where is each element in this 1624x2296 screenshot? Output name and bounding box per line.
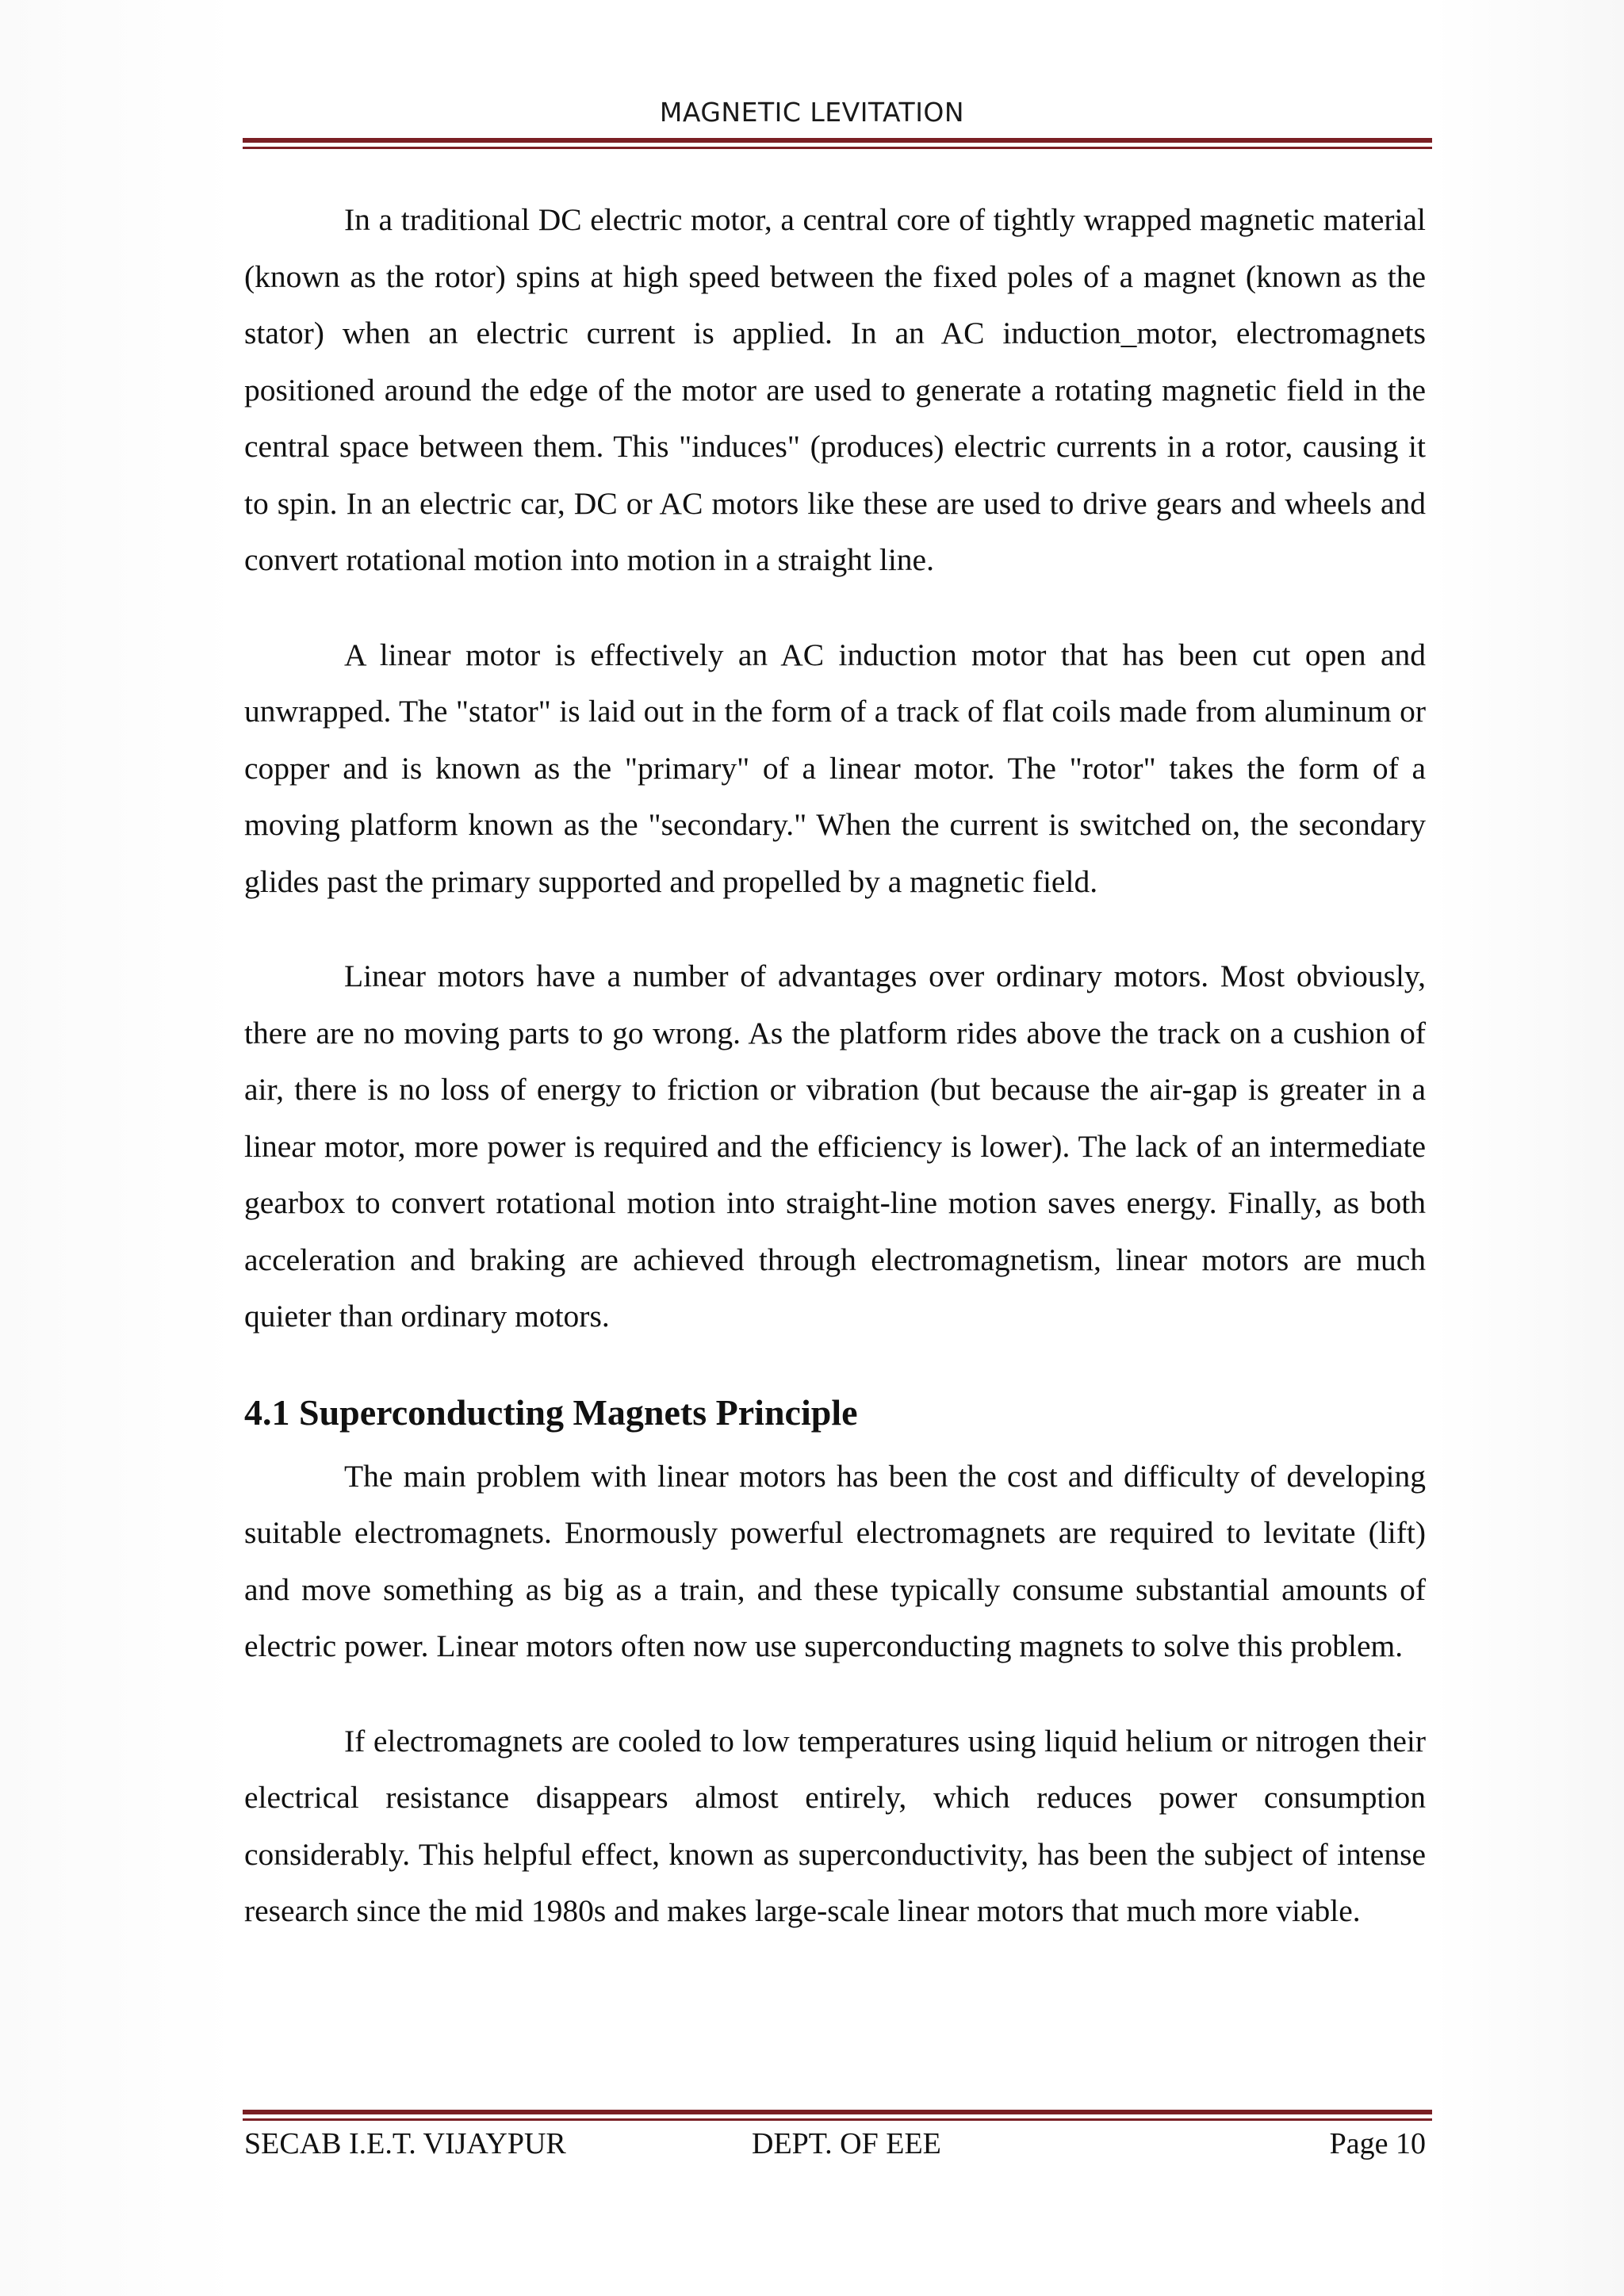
running-header-title: MAGNETIC LEVITATION [659, 97, 965, 128]
footer-page-number: Page 10 [1329, 2127, 1426, 2160]
body-paragraph: The main problem with linear motors has been the cost and difficulty of developing suitable electromagnets. Enormously powerful electromagnets are required to levitate (lift) and move something as big as a train, and these typically consume substantial amounts of electric power. Linear motors often now use superconducting magnets to solve this problem. [244, 1458, 1426, 1663]
body-paragraph: If electromagnets are cooled to low temperatures using liquid helium or nitrogen their electrical resistance disappears almost entirely, which reduces power consumption considerably. This helpful effect, known as superconductivity, has been the subject of intense research since the mid 1980s and makes large-scale linear motors that much more viable. [244, 1723, 1426, 1928]
footer-department: DEPT. OF EEE [752, 2127, 941, 2160]
footer-institution: SECAB I.E.T. VIJAYPUR [244, 2127, 566, 2160]
section-heading: 4.1 Superconducting Magnets Principle [244, 1391, 858, 1433]
body-paragraph: A linear motor is effectively an AC induction motor that has been cut open and unwrapped. The "stator" is laid out in the form of a track of flat coils made from aluminum or copper and is known as the "primary" of a linear motor. The "rotor" takes the form of a moving platform known as the "secondary." When the current is switched on, the secondary glides past the primary supported and propelled by a magnetic field. [244, 637, 1426, 899]
body-paragraph: Linear motors have a number of advantages over ordinary motors. Most obviously, there are no moving parts to go wrong. As the platform rides above the track on a cushion of air, there is no loss of energy to friction or vibration (but because the air-gap is greater in a linear motor, more power is required and the efficiency is lower). The lack of an intermediate gearbox to convert rotational motion into straight-line motion saves energy. Finally, as both acceleration and braking are achieved through electromagnetism, linear motors are much quieter than ordinary motors. [244, 959, 1426, 1334]
header-double-rule [243, 138, 1432, 149]
scan-shading-left [0, 0, 238, 2296]
footer-double-rule [243, 2110, 1432, 2121]
scan-shading-right [1434, 0, 1624, 2296]
page-footer [244, 2126, 1426, 2166]
body-paragraph: In a traditional DC electric motor, a central core of tightly wrapped magnetic material (known as the rotor) spins at high speed between the fixed poles of a magnet (known as the stator) when an electric current is applied. In an AC induction_motor, electromagnets positioned around the edge of the motor are used to generate a rotating magnetic field in the central space between them. This "induces" (produces) electric currents in a rotor, causing it to spin. In an electric car, DC or AC motors like these are used to drive gears and wheels and convert rotational motion into motion in a straight line. [244, 202, 1426, 577]
page-body [244, 192, 1426, 1978]
